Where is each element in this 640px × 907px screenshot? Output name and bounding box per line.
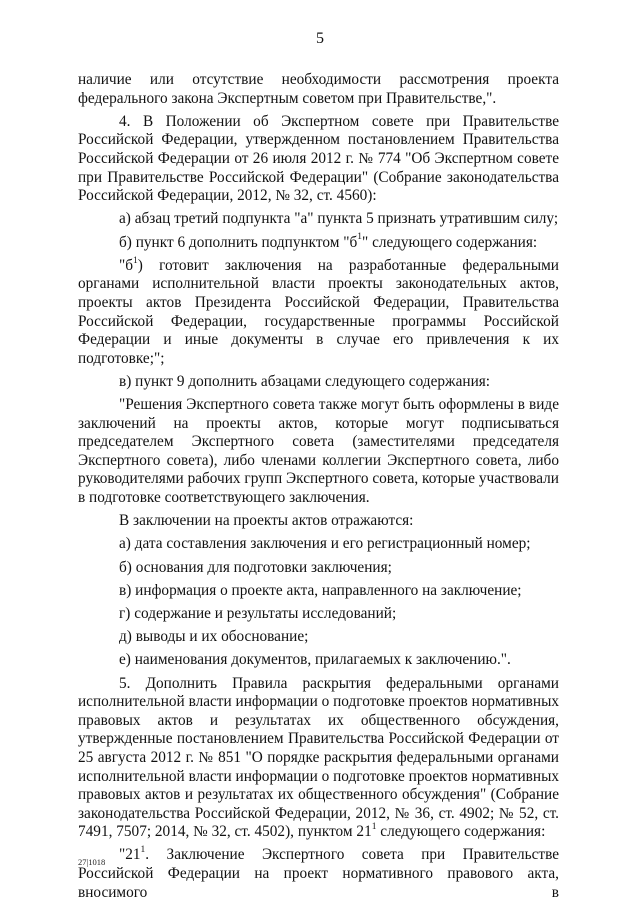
- superscript: 1: [133, 255, 138, 266]
- paragraph-text: б) основания для подготовки заключения;: [119, 558, 392, 576]
- paragraph-text: следующего содержания:: [376, 823, 546, 841]
- paragraph: [78, 373, 559, 392]
- paragraph: [78, 651, 559, 670]
- paragraph: [78, 210, 559, 229]
- paragraph: [78, 396, 559, 508]
- paragraph-text: а) абзац третий подпункта "а" пункта 5 признать утратившим силу;: [119, 210, 559, 228]
- paragraph-text: 5. Дополнить Правила раскрытия федеральными органами исполнительной власти информации о подготовке проектов нормативных правовых актов и результатах их общественного обсуждения, утвержденные постановлением Правительства Российской Федерации от 25 августа 2012 г. № 851 "О порядке раскрытия федеральными органами исполнительной власти информации о подготовке проектов нормативных правовых актов и результатах их общественного обсуждения" (Собрание законодательства Российской Федерации, 2012, № 36, ст. 4902; № 52, ст. 7491, 7507; 2014, № 32, ст. 4502), пунктом 21: [78, 674, 559, 841]
- paragraph: [78, 535, 559, 554]
- footer-code: 27|1018: [78, 857, 106, 867]
- superscript: 1: [371, 822, 377, 833]
- paragraph: [78, 257, 559, 369]
- paragraph-text: д) выводы и их обоснование;: [119, 628, 309, 646]
- superscript: 1: [357, 232, 363, 243]
- document-body: [78, 71, 559, 907]
- paragraph: [78, 234, 559, 253]
- paragraph-text: б) пункт 6 дополнить подпунктом "б: [119, 233, 358, 251]
- paragraph: [78, 675, 559, 842]
- paragraph-text: е) наименования документов, прилагаемых к заключению.".: [119, 651, 511, 669]
- paragraph: [78, 605, 559, 624]
- paragraph-text: ) готовит заключения на разработанные федеральными органами исполнительной власти проекты законодательных актов, проекты актов Президента Российской Федерации, Правительства Российской Федерации, государственные программы Российской Федерации и иные документы в случае его привлечения к их подготовке;";: [78, 256, 559, 367]
- paragraph: [78, 846, 559, 902]
- paragraph-text: 4. В Положении об Экспертном совете при Правительстве Российской Федерации, утвержденном постановлением Правительства Российской Федерации от 26 июля 2012 г. № 774 "Об Экспертном совете при Правительстве Российской Федерации" (Собрание законодательства Российской Федерации, 2012, № 32, ст. 4560):: [78, 112, 559, 205]
- paragraph-text: " следующего содержания:: [362, 233, 538, 251]
- paragraph: [78, 113, 559, 206]
- paragraph: [78, 582, 559, 601]
- paragraph-text: В заключении на проекты актов отражаются:: [119, 512, 414, 530]
- paragraph: [78, 512, 559, 531]
- paragraph-text: в) пункт 9 дополнить абзацами следующего содержания:: [119, 372, 491, 390]
- paragraph-text: в) информация о проекте акта, направленного на заключение;: [119, 581, 522, 599]
- paragraph: [78, 559, 559, 578]
- paragraph: [78, 71, 559, 108]
- paragraph-text: а) дата составления заключения и его регистрационный номер;: [119, 535, 531, 553]
- paragraph-text: "21: [119, 846, 141, 864]
- page-number: 5: [316, 30, 324, 47]
- paragraph: [78, 628, 559, 647]
- paragraph-text: "б: [119, 256, 134, 274]
- paragraph-text: наличие или отсутствие необходимости рассмотрения проекта федерального закона Экспертным советом при Правительстве,".: [78, 71, 559, 107]
- paragraph-text: г) содержание и результаты исследований;: [119, 604, 397, 622]
- paragraph-text: . Заключение Экспертного совета при Правительстве Российской Федерации на проект нормативного правового акта, вносимого в: [78, 846, 559, 901]
- superscript: 1: [140, 845, 146, 856]
- paragraph-text: "Решения Экспертного совета также могут быть оформлены в виде заключений на проекты актов, которые могут подписываться председателем Экспертного совета (заместителями председателя Экспертного совета), либо членами коллегии Экспертного совета, либо руководителями рабочих групп Экспертного совета, которые участвовали в подготовке соответствующего заключения.: [78, 396, 559, 507]
